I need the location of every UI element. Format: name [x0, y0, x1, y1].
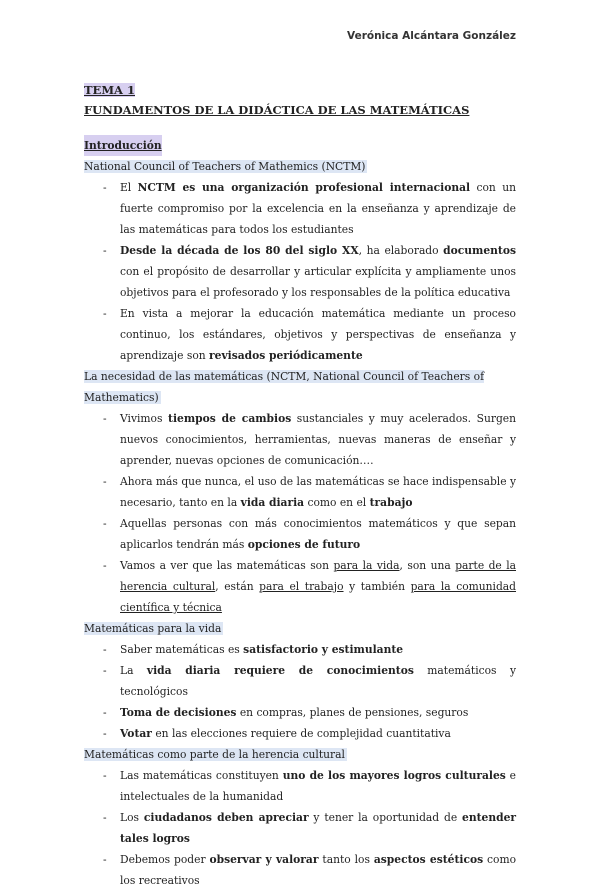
bold-text: entender tales logros [120, 811, 517, 845]
underlined-text: para la vida [333, 559, 400, 572]
bold-text: Desde la década de los 80 del siglo XX [120, 244, 359, 257]
bold-text: aspectos estéticos [373, 853, 484, 866]
dash-bullet-icon: - [103, 412, 107, 425]
dash-bullet-icon: - [103, 643, 107, 656]
list-item [84, 303, 516, 366]
dash-bullet-icon: - [103, 769, 107, 782]
intro-heading [84, 135, 516, 156]
section [84, 366, 516, 618]
text-run: con un fuerte compromiso por la excelencia en la enseñanza y aprendizaje de las matemáticas para todos los estudiantes [120, 181, 516, 236]
list-item [84, 765, 516, 807]
text-run: El [120, 181, 138, 194]
topic-header [84, 80, 516, 120]
underlined-text: parte de la herencia cultural [120, 559, 516, 593]
topic-number [84, 80, 516, 100]
text-run: , ha elaborado [358, 244, 444, 257]
text-run: tanto los [318, 853, 374, 866]
bold-text: Votar [120, 727, 152, 740]
topic-number-text: TEMA 1 [84, 83, 135, 97]
underlined-text: para la comunidad científica y técnica [120, 580, 517, 614]
section-title-text: Matemáticas como parte de la herencia cultural [84, 748, 345, 761]
section-title-text: La necesidad de las matemáticas (NCTM, National Council of Teachers of Mathematics) [84, 370, 485, 404]
dash-bullet-icon: - [103, 853, 107, 866]
dash-bullet-icon: - [103, 727, 107, 740]
bold-text: vida diaria requiere de conocimientos [146, 664, 414, 677]
bullet-list [84, 639, 516, 744]
text-run: con el propósito de desarrollar y articular explícita y ampliamente unos objetivos para el profesorado y los responsables de la política educativa [120, 265, 516, 299]
text-run: Las matemáticas constituyen [120, 769, 283, 782]
bold-text: tiempos de cambios [168, 412, 292, 425]
text-run: , están [215, 580, 260, 593]
bold-text: revisados periódicamente [209, 349, 363, 362]
list-item [84, 723, 516, 744]
bold-text: satisfactorio y estimulante [243, 643, 404, 656]
section [84, 156, 516, 366]
bold-text: documentos [443, 244, 517, 257]
text-run: La [120, 664, 147, 677]
text-run: e intelectuales de la humanidad [120, 769, 516, 803]
text-run: Vivimos [120, 412, 169, 425]
bold-text: NCTM es una organización profesional internacional [137, 181, 471, 194]
section-title [84, 366, 516, 408]
text-run: como los recreativos [120, 853, 517, 887]
text-run: Vamos a ver que las matemáticas son [120, 559, 334, 572]
section-title [84, 618, 516, 639]
list-item [84, 471, 516, 513]
bold-text: observar y valorar [209, 853, 319, 866]
list-item [84, 513, 516, 555]
bold-text: trabajo [369, 496, 413, 509]
underlined-text: para el trabajo [259, 580, 344, 593]
dash-bullet-icon: - [103, 811, 107, 824]
section-title [84, 744, 516, 765]
topic-title: FUNDAMENTOS DE LA DIDÁCTICA DE LAS MATEMÁTICAS [84, 103, 470, 117]
list-item [84, 660, 516, 702]
bold-text: vida diaria [240, 496, 305, 509]
list-item [84, 408, 516, 471]
section-title [84, 156, 516, 177]
text-run: Debemos poder [120, 853, 210, 866]
dash-bullet-icon: - [103, 244, 107, 257]
section [84, 744, 516, 891]
bullet-list [84, 177, 516, 366]
text-run: Saber matemáticas es [120, 643, 244, 656]
dash-bullet-icon: - [103, 706, 107, 719]
list-item [84, 702, 516, 723]
section [84, 618, 516, 744]
bullet-list [84, 765, 516, 891]
text-run: como en el [304, 496, 370, 509]
list-item [84, 639, 516, 660]
dash-bullet-icon: - [103, 307, 107, 320]
text-run: En vista a mejorar la educación matemática mediante un proceso continuo, los estándares, objetivos y perspectivas de enseñanza y aprendizaje son [120, 307, 516, 362]
list-item [84, 177, 516, 240]
dash-bullet-icon: - [103, 664, 107, 677]
bold-text: Toma de decisiones [120, 706, 237, 719]
list-item [84, 807, 516, 849]
text-run: , son una [399, 559, 456, 572]
text-run: matemáticos y tecnológicos [120, 664, 516, 698]
list-item [84, 555, 516, 618]
section-title-text: National Council of Teachers of Mathemics (NCTM) [84, 160, 366, 173]
bold-text: uno de los mayores logros culturales [282, 769, 506, 782]
section-title-text: Matemáticas para la vida [84, 622, 222, 635]
bullet-list [84, 408, 516, 618]
bold-text: opciones de futuro [247, 538, 361, 551]
text-run: Aquellas personas con más conocimientos matemáticos y que sepan aplicarlos tendrán más [120, 517, 516, 551]
list-item [84, 849, 516, 891]
dash-bullet-icon: - [103, 181, 107, 194]
list-item [84, 240, 516, 303]
text-run: Ahora más que nunca, el uso de las matemáticas se hace indispensable y necesario, tanto en la [120, 475, 516, 509]
text-run: y tener la oportunidad de [308, 811, 463, 824]
text-run: Los [120, 811, 144, 824]
text-run: y también [343, 580, 411, 593]
author-name: Verónica Alcántara González [347, 30, 516, 42]
text-run: en las elecciones requiere de complejidad cuantitativa [151, 727, 451, 740]
dash-bullet-icon: - [103, 475, 107, 488]
text-run: en compras, planes de pensiones, seguros [236, 706, 469, 719]
text-run: sustanciales y muy acelerados. Surgen nuevos conocimientos, herramientas, nuevas maneras de enseñar y aprender, nuevas opciones de comunicación…. [120, 412, 516, 467]
bold-text: ciudadanos deben apreciar [143, 811, 309, 824]
intro-heading-text: Introducción [84, 135, 162, 156]
dash-bullet-icon: - [103, 559, 107, 572]
dash-bullet-icon: - [103, 517, 107, 530]
document-body [84, 135, 516, 891]
